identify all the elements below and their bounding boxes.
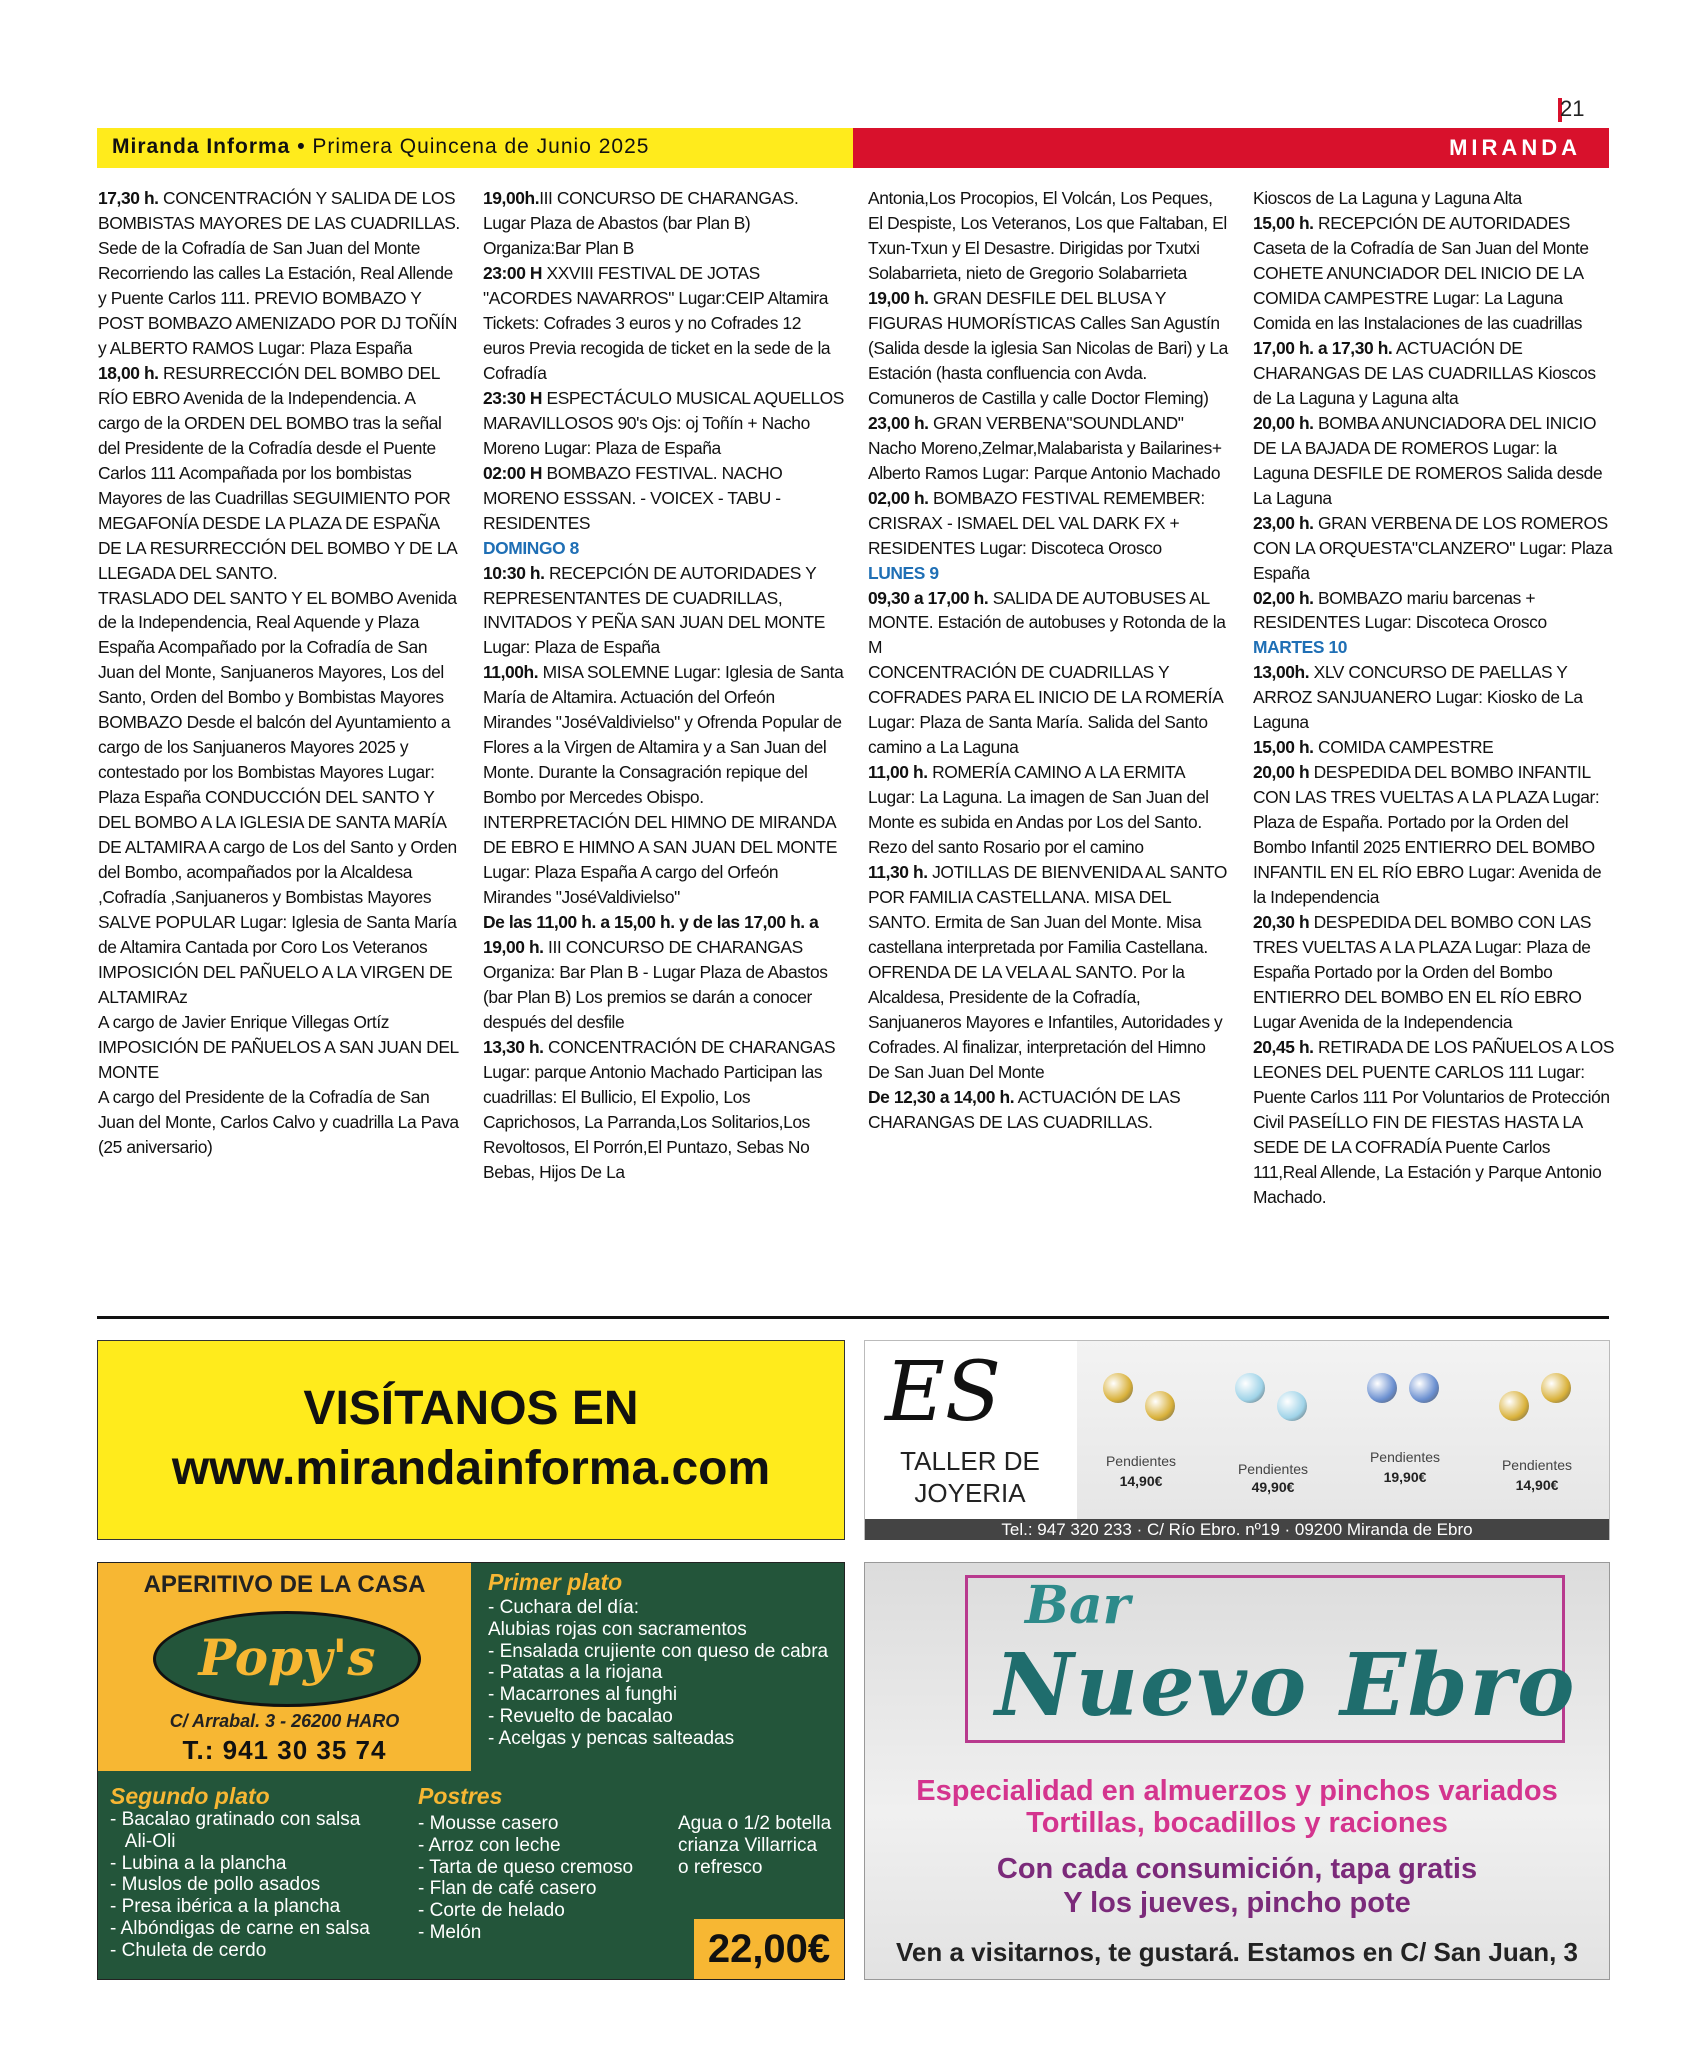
event-text: MISA SOLEMNE Lugar: Iglesia de Santa María de Altamira. Actuación del Orfeón Mirandes "JoséValdivielso" y Ofrenda Popular de Flores a la Virgen de Altamira y a San Juan del Monte. Durante la Consagración repique del Bombo por Mercedes Obispo. xyxy=(483,662,844,808)
event-text: GRAN DESFILE DEL BLUSA Y FIGURAS HUMORÍSTICAS Calles San Agustín (Salida desde la iglesia San Nicolas de Bari) y La Estación (hasta confluencia con Avda. Comuneros de Castilla y calle Doctor Fleming) xyxy=(868,287,1228,408)
jewelry-logo xyxy=(865,1341,1075,1519)
event-entry xyxy=(1253,910,1615,1035)
event-text: ROMERÍA CAMINO A LA ERMITA Lugar: La Laguna. La imagen de San Juan del Monte es subida en Andas por Los del Santo. Rezo del santo Rosario por el camino xyxy=(868,762,1209,858)
jewelry-product xyxy=(1081,1351,1201,1511)
issue-label: Primera Quincena de Junio 2025 xyxy=(312,135,650,158)
menu-item: - Corte de helado xyxy=(418,1900,565,1922)
event-time: De 12,30 a 14,00 h. xyxy=(868,1086,1015,1107)
dessert-list xyxy=(418,1813,633,1944)
menu-item: - Albóndigas de carne en salsa xyxy=(110,1917,370,1939)
event-text: SALIDA DE AUTOBUSES AL MONTE. Estación de autobuses y Rotonda de la M xyxy=(868,587,1226,658)
event-entry xyxy=(1253,211,1615,336)
second-course-list xyxy=(110,1809,370,1962)
event-entry xyxy=(868,760,1230,860)
event-entry xyxy=(483,660,845,810)
event-text: CONCENTRACIÓN DE CHARANGAS Lugar: parque Antonio Machado Participan las cuadrillas: El Bullicio, El Expolio, Los Caprichosos, La Parranda,Los Solitarios,Los Revoltosos, El Porrón,El Puntazo, Sebas No Bebas, Hijos De La xyxy=(483,1036,836,1182)
event-entry xyxy=(868,286,1230,411)
event-time: De las 11,00 h. a 15,00 h. y de las 17,00 h. a 19,00 h. xyxy=(483,912,819,958)
event-time: 19,00 h. xyxy=(868,287,929,308)
event-text: INTERPRETACIÓN DEL HIMNO DE MIRANDA DE EBRO E HIMNO A SAN JUAN DEL MONTE Lugar: Plaza España A cargo del Orfeón Mirandes "JoséValdivielso" xyxy=(483,812,838,908)
menu-ad xyxy=(97,1562,845,1980)
website-ad-heading: VISÍTANOS EN xyxy=(303,1382,639,1435)
event-entry xyxy=(868,486,1230,561)
bar-offer: Tortillas, bocadillos y raciones xyxy=(1026,1807,1448,1839)
event-time: 13,30 h. xyxy=(483,1036,544,1057)
restaurant-tagline: APERITIVO DE LA CASA xyxy=(143,1571,426,1598)
earring-icon xyxy=(1277,1391,1307,1421)
event-time: 23:00 H xyxy=(483,262,543,283)
event-entry xyxy=(483,561,845,661)
event-entry xyxy=(868,860,1230,1085)
menu-item: - Tarta de queso cremoso xyxy=(418,1856,634,1878)
event-entry xyxy=(98,586,460,1010)
program-column-3 xyxy=(868,186,1230,1135)
section-divider xyxy=(97,1316,1609,1319)
event-time: 11,00 h. xyxy=(868,762,928,783)
header-separator: • xyxy=(297,135,306,158)
jewelry-product xyxy=(1213,1351,1333,1511)
product-label: Pendientes xyxy=(1501,1457,1573,1473)
event-entry xyxy=(868,411,1230,486)
event-time: 20,00 h xyxy=(1253,762,1310,783)
event-time: 18,00 h. xyxy=(98,362,159,383)
website-ad[interactable] xyxy=(97,1340,845,1540)
publication-name: Miranda Informa xyxy=(112,135,291,158)
event-text: BOMBA ANUNCIADORA DEL INICIO DE LA BAJADA DE ROMEROS Lugar: la Laguna DESFILE DE ROMEROS Salida desde La Laguna xyxy=(1253,412,1603,508)
menu-item: - Arroz con leche xyxy=(418,1834,561,1856)
event-entry xyxy=(1253,511,1615,586)
jewelry-name-line2: JOYERIA xyxy=(914,1478,1026,1508)
event-entry xyxy=(1253,1035,1615,1210)
event-entry xyxy=(1253,411,1615,511)
event-text: BOMBAZO FESTIVAL REMEMBER: CRISRAX - ISMAEL DEL VAL DARK FX + RESIDENTES Lugar: Discoteca Orosco xyxy=(868,487,1205,558)
event-time: 02,00 h. xyxy=(868,487,929,508)
day-heading: LUNES 9 xyxy=(868,562,939,583)
menu-item: - Ensalada crujiente con queso de cabra xyxy=(488,1640,829,1662)
restaurant-address: C/ Arrabal. 3 - 26200 HARO xyxy=(169,1711,400,1731)
event-text: Antonia,Los Procopios, El Volcán, Los Peques, El Despiste, Los Veteranos, Los que Faltaban, El Txun-Txun y El Desastre. Dirigidas por Txutxi Solabarrieta, nieto de Gregorio Solabarrieta xyxy=(868,188,1227,283)
event-text: ESPECTÁCULO MUSICAL AQUELLOS MARAVILLOSOS 90's Ojs: oj Toñín + Nacho Moreno Lugar: Plaza de España xyxy=(483,387,844,458)
dessert-title: Postres xyxy=(418,1783,503,1809)
event-time: 20,30 h xyxy=(1253,912,1310,933)
event-entry xyxy=(1253,336,1615,411)
event-text: A cargo del Presidente de la Cofradía de San Juan del Monte, Carlos Calvo y cuadrilla La Pava (25 aniversario) xyxy=(98,1086,459,1157)
event-text: RECEPCIÓN DE AUTORIDADES Caseta de la Cofradía de San Juan del Monte COHETE ANUNCIADOR DEL INICIO DE LA COMIDA CAMPESTRE Lugar: La Laguna Comida en las Instalaciones de las cuadrillas xyxy=(1253,212,1589,333)
event-time: 02,00 h. xyxy=(1253,587,1314,608)
menu-item: Alubias rojas con sacramentos xyxy=(488,1618,747,1640)
menu-item: - Bacalao gratinado con salsa xyxy=(110,1809,361,1830)
earring-icon xyxy=(1409,1373,1439,1403)
jewelry-contact: Tel.: 947 320 233 · C/ Río Ebro. nº19 · 09200 Miranda de Ebro xyxy=(865,1519,1609,1540)
earring-icon xyxy=(1541,1373,1571,1403)
event-text: JOTILLAS DE BIENVENIDA AL SANTO POR FAMILIA CASTELLANA. MISA DEL SANTO. Ermita de San Juan del Monte. Misa castellana interpretada por Familia Castellana. OFRENDA DE LA VELA AL SANTO. Por la Alcaldesa, Presidente de la Cofradía, Sanjuaneros Mayores e Infantiles, Autoridades y Cofrades. Al finalizar, interpretación del Himno De San Juan Del Monte xyxy=(868,862,1228,1082)
event-text: III CONCURSO DE CHARANGAS. Lugar Plaza de Abastos (bar Plan B) Organiza:Bar Plan B xyxy=(483,188,799,258)
product-price: 14,90€ xyxy=(1119,1473,1163,1489)
restaurant-logo xyxy=(153,1611,421,1707)
jewelry-products xyxy=(1077,1341,1609,1519)
event-entry xyxy=(483,186,845,261)
event-entry xyxy=(868,1085,1230,1135)
event-time: 20,00 h. xyxy=(1253,412,1314,433)
page-number: 21 xyxy=(1560,96,1585,121)
event-text: RETIRADA DE LOS PAÑUELOS A LOS LEONES DEL PUENTE CARLOS 111 Lugar: Puente Carlos 111 Por Voluntarios de Protección Civil PASEÍLLO FIN DE FIESTAS HASTA LA SEDE DE LA COFRADÍA Puente Carlos 111,Real Allende, La Estación y Parque Antonio Machado. xyxy=(1253,1036,1615,1207)
product-label: Pendientes xyxy=(1237,1461,1309,1477)
event-time: 23,00 h. xyxy=(868,412,929,433)
menu-item: - Cuchara del día: xyxy=(488,1597,640,1618)
event-entry xyxy=(868,586,1230,661)
event-entry xyxy=(1253,186,1615,211)
event-text: GRAN VERBENA"SOUNDLAND" Nacho Moreno,Zelmar,Malabarista y Bailarines+ Alberto Ramos Lugar: Parque Antonio Machado xyxy=(868,412,1222,483)
website-ad-url[interactable]: www.mirandainforma.com xyxy=(171,1442,771,1495)
event-text: XLV CONCURSO DE PAELLAS Y ARROZ SANJUANERO Lugar: Kiosko de La Laguna xyxy=(1253,662,1583,733)
bar-promo-1: Con cada consumición, tapa gratis xyxy=(996,1853,1478,1885)
event-text: RESURRECCIÓN DEL BOMBO DEL RÍO EBRO Avenida de la Independencia. A cargo de la ORDEN DEL BOMBO tras la señal del Presidente de la Cofradía desde el Puente Carlos 111 Acompañada por los bombistas Mayores de las Cuadrillas SEGUIMIENTO POR MEGAFONÍA DESDE LA PLAZA DE ESPAÑA DE LA RESURRECCIÓN DEL BOMBO Y DE LA LLEGADA DEL SANTO. xyxy=(98,362,457,583)
event-entry xyxy=(98,1010,460,1085)
event-entry xyxy=(98,1085,460,1160)
event-entry xyxy=(483,461,845,536)
event-time: 23,00 h. xyxy=(1253,512,1314,533)
bar-ad xyxy=(864,1562,1610,1980)
event-entry xyxy=(483,1035,845,1185)
menu-item: - Acelgas y pencas salteadas xyxy=(488,1727,735,1749)
event-time: 15,00 h. xyxy=(1253,212,1314,233)
event-text: BOMBAZO mariu barcenas + RESIDENTES Lugar: Discoteca Orosco xyxy=(1253,587,1547,633)
event-time: 09,30 a 17,00 h. xyxy=(868,587,989,608)
event-text: III CONCURSO DE CHARANGAS xyxy=(543,937,803,958)
event-entry xyxy=(483,261,845,386)
event-text: TRASLADO DEL SANTO Y EL BOMBO Avenida de la Independencia, Real Aquende y Plaza España Acompañado por la Cofradía de San Juan del Monte, Sanjuaneros Mayores, Los del Santo, Orden del Bombo y Bombistas Mayores BOMBAZO Desde el balcón del Ayuntamiento a cargo de los Sanjuaneros Mayores 2025 y contestado por los Bombistas Mayores Lugar: Plaza España CONDUCCIÓN DEL SANTO Y DEL BOMBO A LA IGLESIA DE SANTA MARÍA DE ALTAMIRA A cargo de Los del Santo y Orden del Bombo, acompañados por la Alcaldesa ,Cofradía ,Sanjuaneros y Bombistas Mayores SALVE POPULAR Lugar: Iglesia de Santa María de Altamira Cantada por Coro Los Veteranos IMPOSICIÓN DEL PAÑUELO A LA VIRGEN DE ALTAMIRAz xyxy=(98,587,457,1007)
day-heading: MARTES 10 xyxy=(1253,637,1348,658)
event-text: DESPEDIDA DEL BOMBO CON LAS TRES VUELTAS A LA PLAZA Lugar: Plaza de España Portado por la Orden del Bombo ENTIERRO DEL BOMBO EN EL RÍO EBRO Lugar Avenida de la Independencia xyxy=(1253,912,1592,1032)
jewelry-product xyxy=(1477,1351,1597,1511)
event-time: 11,30 h. xyxy=(868,862,928,883)
event-entry xyxy=(483,386,845,461)
event-entry xyxy=(483,960,845,1035)
restaurant-logo-text: Popy's xyxy=(198,1628,376,1687)
event-time: 15,00 h. xyxy=(1253,737,1314,758)
event-entry xyxy=(483,910,845,960)
menu-item: - Chuleta de cerdo xyxy=(110,1939,267,1961)
program-column-4 xyxy=(1253,186,1615,1210)
day-heading: DOMINGO 8 xyxy=(483,537,579,558)
bar-logo-name: Nuevo Ebro xyxy=(995,1635,1577,1736)
event-entry xyxy=(483,810,845,910)
menu-price: 22,00€ xyxy=(694,1919,844,1979)
bar-promo-2: Y los jueves, pincho pote xyxy=(1063,1887,1411,1919)
product-price: 14,90€ xyxy=(1515,1477,1559,1493)
earring-icon xyxy=(1145,1391,1175,1421)
menu-item: - Mousse casero xyxy=(418,1813,559,1834)
menu-item: - Revuelto de bacalao xyxy=(488,1705,673,1727)
event-text: A cargo de Javier Enrique Villegas Ortíz IMPOSICIÓN DE PAÑUELOS A SAN JUAN DEL MONTE xyxy=(98,1011,459,1082)
event-text: BOMBAZO FESTIVAL. NACHO MORENO ESSSAN. - VOICEX - TABU - RESIDENTES xyxy=(483,462,783,533)
earring-icon xyxy=(1103,1373,1133,1403)
event-text: DESPEDIDA DEL BOMBO INFANTIL CON LAS TRES VUELTAS A LA PLAZA Lugar: Plaza de España. Portado por la Orden del Bombo Infantil 2025 ENTIERRO DEL BOMBO INFANTIL EN EL RÍO EBRO Lugar: Avenida de la Independencia xyxy=(1253,762,1602,908)
event-entry xyxy=(868,186,1230,286)
bar-specialty: Especialidad en almuerzos y pinchos variados xyxy=(916,1775,1558,1807)
event-text: ACTUACIÓN DE LAS CHARANGAS DE LAS CUADRILLAS. xyxy=(868,1086,1181,1132)
event-entry xyxy=(98,186,460,361)
menu-item: - Melón xyxy=(418,1921,482,1943)
first-course-list xyxy=(488,1597,828,1750)
menu-item: - Presa ibérica a la plancha xyxy=(110,1896,341,1918)
menu-item: - Patatas a la riojana xyxy=(488,1662,663,1684)
event-entry xyxy=(868,660,1230,760)
restaurant-box xyxy=(98,1563,471,1771)
menu-item: - Macarrones al funghi xyxy=(488,1684,678,1706)
menu-item: Ali-Oli xyxy=(110,1830,176,1852)
program-column-2 xyxy=(483,186,845,1185)
earring-icon xyxy=(1235,1373,1265,1403)
menu-item: - Flan de café casero xyxy=(418,1878,597,1900)
event-entry xyxy=(1253,660,1615,735)
program-column-1 xyxy=(98,186,460,1160)
event-time: 02:00 H xyxy=(483,462,543,483)
product-price: 49,90€ xyxy=(1251,1479,1295,1495)
event-text: CONCENTRACIÓN Y SALIDA DE LOS BOMBISTAS MAYORES DE LAS CUADRILLAS. Sede de la Cofradía de San Juan del Monte Recorriendo las calles La Estación, Real Allende y Puente Carlos 111. PREVIO BOMBAZO Y POST BOMBAZO AMENIZADO POR DJ TOÑÍN y ALBERTO RAMOS Lugar: Plaza España xyxy=(98,188,460,358)
first-course-title: Primer plato xyxy=(488,1569,623,1595)
event-text: COMIDA CAMPESTRE xyxy=(1313,737,1494,758)
event-text: RECEPCIÓN DE AUTORIDADES Y REPRESENTANTES DE CUADRILLAS, INVITADOS Y PEÑA SAN JUAN DEL MONTE Lugar: Plaza de España xyxy=(483,562,825,658)
event-entry xyxy=(98,361,460,586)
jewelry-logo-name xyxy=(865,1445,1075,1509)
product-label: Pendientes xyxy=(1105,1453,1177,1469)
event-text: XXVIII FESTIVAL DE JOTAS "ACORDES NAVARROS" Lugar:CEIP Altamira Tickets: Cofrades 3 euros y no Cofrades 12 euros Previa recogida de ticket en la sede de la Cofradía xyxy=(483,262,831,383)
earring-icon xyxy=(1499,1391,1529,1421)
event-time: 20,45 h. xyxy=(1253,1036,1314,1057)
jewelry-product xyxy=(1345,1351,1465,1511)
event-time: 13,00h. xyxy=(1253,662,1310,683)
bar-address: Ven a visitarnos, te gustará. Estamos en C/ San Juan, 3 xyxy=(895,1937,1579,1967)
event-text: ACTUACIÓN DE CHARANGAS DE LAS CUADRILLAS Kioscos de La Laguna y Laguna alta xyxy=(1253,337,1596,408)
event-time: 17,00 h. a 17,30 h. xyxy=(1253,337,1393,358)
second-course-title: Segundo plato xyxy=(110,1783,270,1809)
product-label: Pendientes xyxy=(1369,1449,1441,1465)
event-entry xyxy=(1253,735,1615,760)
product-price: 19,90€ xyxy=(1383,1469,1427,1485)
drink-note xyxy=(678,1813,831,1878)
bar-logo-word: Bar xyxy=(1025,1575,1131,1636)
menu-item: - Muslos de pollo asados xyxy=(110,1874,321,1896)
event-entry xyxy=(1253,586,1615,636)
restaurant-phone: T.: 941 30 35 74 xyxy=(182,1735,387,1765)
header-publication xyxy=(112,135,649,159)
jewelry-name-line1: TALLER DE xyxy=(900,1446,1040,1476)
event-time: 11,00h. xyxy=(483,662,539,683)
menu-item: - Lubina a la plancha xyxy=(110,1852,287,1874)
event-time: 17,30 h. xyxy=(98,188,159,208)
event-text: Kioscos de La Laguna y Laguna Alta xyxy=(1253,188,1522,208)
earring-icon xyxy=(1367,1373,1397,1403)
section-label: MIRANDA xyxy=(1449,135,1581,160)
event-text: CONCENTRACIÓN DE CUADRILLAS Y COFRADES PARA EL INICIO DE LA ROMERÍA Lugar: Plaza de Santa María. Salida del Santo camino a La Laguna xyxy=(868,662,1223,758)
event-time: 23:30 H xyxy=(483,387,543,408)
menu-item: Agua o 1/2 botella xyxy=(678,1813,832,1834)
menu-item: o refresco xyxy=(678,1856,763,1878)
event-time: 10:30 h. xyxy=(483,562,545,583)
menu-item: crianza Villarrica xyxy=(678,1834,818,1856)
event-entry xyxy=(1253,760,1615,910)
jewelry-ad xyxy=(864,1340,1610,1540)
event-text: Organiza: Bar Plan B - Lugar Plaza de Abastos (bar Plan B) Los premios se darán a conocer después del desfile xyxy=(483,962,828,1032)
jewelry-logo-monogram: ES xyxy=(885,1345,1002,1440)
event-text: GRAN VERBENA DE LOS ROMEROS CON LA ORQUESTA"CLANZERO" Lugar: Plaza España xyxy=(1253,512,1613,583)
event-time: 19,00h. xyxy=(483,188,540,208)
